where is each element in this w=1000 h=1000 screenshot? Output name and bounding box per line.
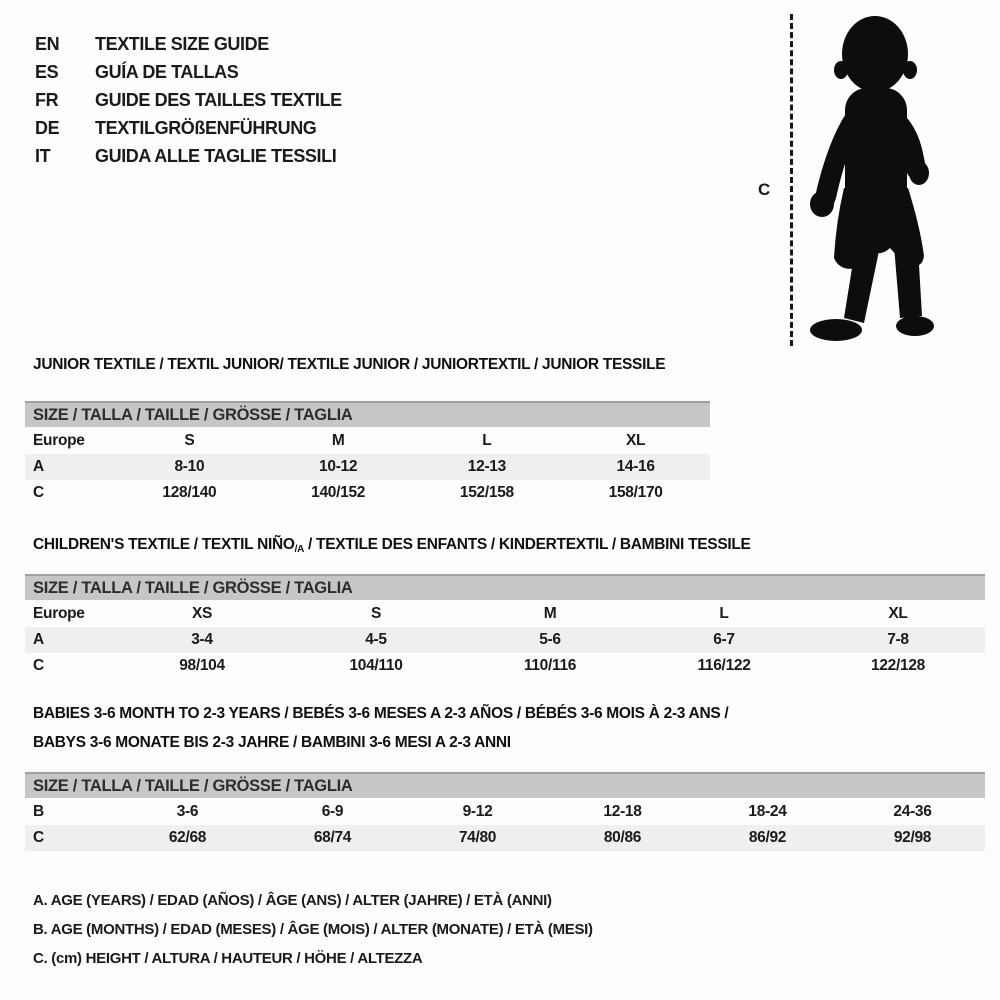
row-label: A — [33, 631, 44, 648]
row-label: C — [33, 484, 44, 501]
language-code: EN — [35, 33, 60, 54]
babies-row-height — [25, 825, 985, 851]
height-cell: 86/92 — [748, 829, 787, 846]
language-label: GUIDA ALLE TAGLIE TESSILI — [95, 145, 337, 166]
row-label: C — [33, 657, 44, 674]
babies-size-header-bar — [25, 772, 985, 798]
months-cell: 24-36 — [893, 803, 932, 820]
height-cell: 62/68 — [168, 829, 207, 846]
footnotes — [33, 886, 593, 973]
size-header-label: SIZE / TALLA / TAILLE / GRÖSSE / TAGLIA — [33, 776, 353, 795]
language-label: TEXTILE SIZE GUIDE — [95, 33, 269, 54]
size-cell: L — [719, 605, 729, 622]
size-cell: S — [370, 605, 382, 622]
language-code: FR — [35, 89, 59, 110]
footnote-c: C. (cm) HEIGHT / ALTURA / HAUTEUR / HÖHE / ALTEZZA — [33, 950, 423, 967]
size-cell: M — [331, 432, 345, 449]
language-row-fr — [35, 86, 342, 114]
junior-size-header-bar — [25, 401, 710, 427]
size-cell: XL — [888, 605, 908, 622]
age-cell: 14-16 — [616, 458, 655, 475]
children-size-header-bar — [25, 574, 985, 600]
months-cell: 9-12 — [462, 803, 493, 820]
age-cell: 10-12 — [319, 458, 358, 475]
size-cell: M — [543, 605, 557, 622]
size-cell: XS — [191, 605, 213, 622]
height-dashed-line — [790, 14, 793, 346]
height-cell: 80/86 — [603, 829, 642, 846]
babies-section-title-line1: BABIES 3-6 MONTH TO 2-3 YEARS / BEBÉS 3-6 MESES A 2-3 AÑOS / BÉBÉS 3-6 MOIS À 2-3 ANS / — [33, 705, 729, 722]
baby-silhouette-icon — [800, 8, 950, 358]
height-cell: 98/104 — [179, 657, 225, 674]
children-section-title — [33, 536, 751, 555]
height-cell: 140/152 — [311, 484, 366, 501]
months-cell: 18-24 — [748, 803, 787, 820]
height-measure-label: C — [758, 180, 771, 199]
language-label: GUIDE DES TAILLES TEXTILE — [95, 89, 342, 110]
children-row-height — [25, 653, 985, 679]
age-cell: 8-10 — [174, 458, 205, 475]
children-row-europe — [25, 601, 985, 627]
age-cell: 5-6 — [539, 631, 561, 648]
months-cell: 12-18 — [603, 803, 642, 820]
height-cell: 110/116 — [523, 657, 577, 674]
height-cell: 74/80 — [458, 829, 497, 846]
children-title-prefix: CHILDREN'S TEXTILE / TEXTIL NIÑO — [33, 536, 295, 553]
junior-row-europe — [25, 428, 710, 454]
height-cell: 116/122 — [697, 657, 751, 674]
babies-row-months — [25, 799, 985, 825]
footnote-b: B. AGE (MONTHS) / EDAD (MESES) / ÂGE (MOIS) / ALTER (MONATE) / ETÀ (MESI) — [33, 921, 593, 938]
language-row-de — [35, 114, 342, 142]
language-label: GUÍA DE TALLAS — [95, 61, 239, 82]
language-code: IT — [35, 145, 51, 166]
children-row-age — [25, 627, 985, 653]
size-header-label: SIZE / TALLA / TAILLE / GRÖSSE / TAGLIA — [33, 405, 353, 424]
height-cell: 104/110 — [349, 657, 403, 674]
size-header-label: SIZE / TALLA / TAILLE / GRÖSSE / TAGLIA — [33, 578, 353, 597]
footnote-a: A. AGE (YEARS) / EDAD (AÑOS) / ÂGE (ANS) / ALTER (JAHRE) / ETÀ (ANNI) — [33, 892, 552, 909]
size-cell: S — [184, 432, 195, 449]
children-title-suffix: / TEXTILE DES ENFANTS / KINDERTEXTIL / BAMBINI TESSILE — [304, 536, 751, 553]
months-cell: 3-6 — [176, 803, 199, 820]
language-code: ES — [35, 61, 59, 82]
row-label: A — [33, 458, 44, 475]
size-cell: XL — [626, 432, 646, 449]
height-cell: 122/128 — [871, 657, 925, 674]
height-cell: 128/140 — [162, 484, 217, 501]
language-row-it — [35, 142, 342, 170]
row-label: Europe — [33, 605, 85, 622]
height-cell: 68/74 — [313, 829, 352, 846]
age-cell: 3-4 — [191, 631, 213, 648]
babies-section-title-line2: BABYS 3-6 MONATE BIS 2-3 JAHRE / BAMBINI 3-6 MESI A 2-3 ANNI — [33, 734, 511, 751]
language-code: DE — [35, 117, 60, 138]
junior-row-height — [25, 480, 710, 506]
height-cell: 152/158 — [459, 484, 514, 501]
row-label: B — [33, 803, 44, 820]
language-list — [35, 30, 342, 170]
row-label: Europe — [33, 432, 85, 449]
junior-row-age — [25, 454, 710, 480]
age-cell: 4-5 — [365, 631, 387, 648]
age-cell: 6-7 — [713, 631, 735, 648]
row-label: C — [33, 829, 44, 846]
height-cell: 158/170 — [608, 484, 663, 501]
months-cell: 6-9 — [321, 803, 344, 820]
language-label: TEXTILGRÖßENFÜHRUNG — [95, 117, 317, 138]
age-cell: 12-13 — [467, 458, 506, 475]
language-row-en — [35, 30, 342, 58]
language-row-es — [35, 58, 342, 86]
age-cell: 7-8 — [887, 631, 909, 648]
junior-section-title: JUNIOR TEXTILE / TEXTIL JUNIOR/ TEXTILE JUNIOR / JUNIORTEXTIL / JUNIOR TESSILE — [33, 356, 666, 373]
size-cell: L — [482, 432, 492, 449]
height-cell: 92/98 — [893, 829, 932, 846]
children-title-subscript: /A — [294, 544, 305, 555]
